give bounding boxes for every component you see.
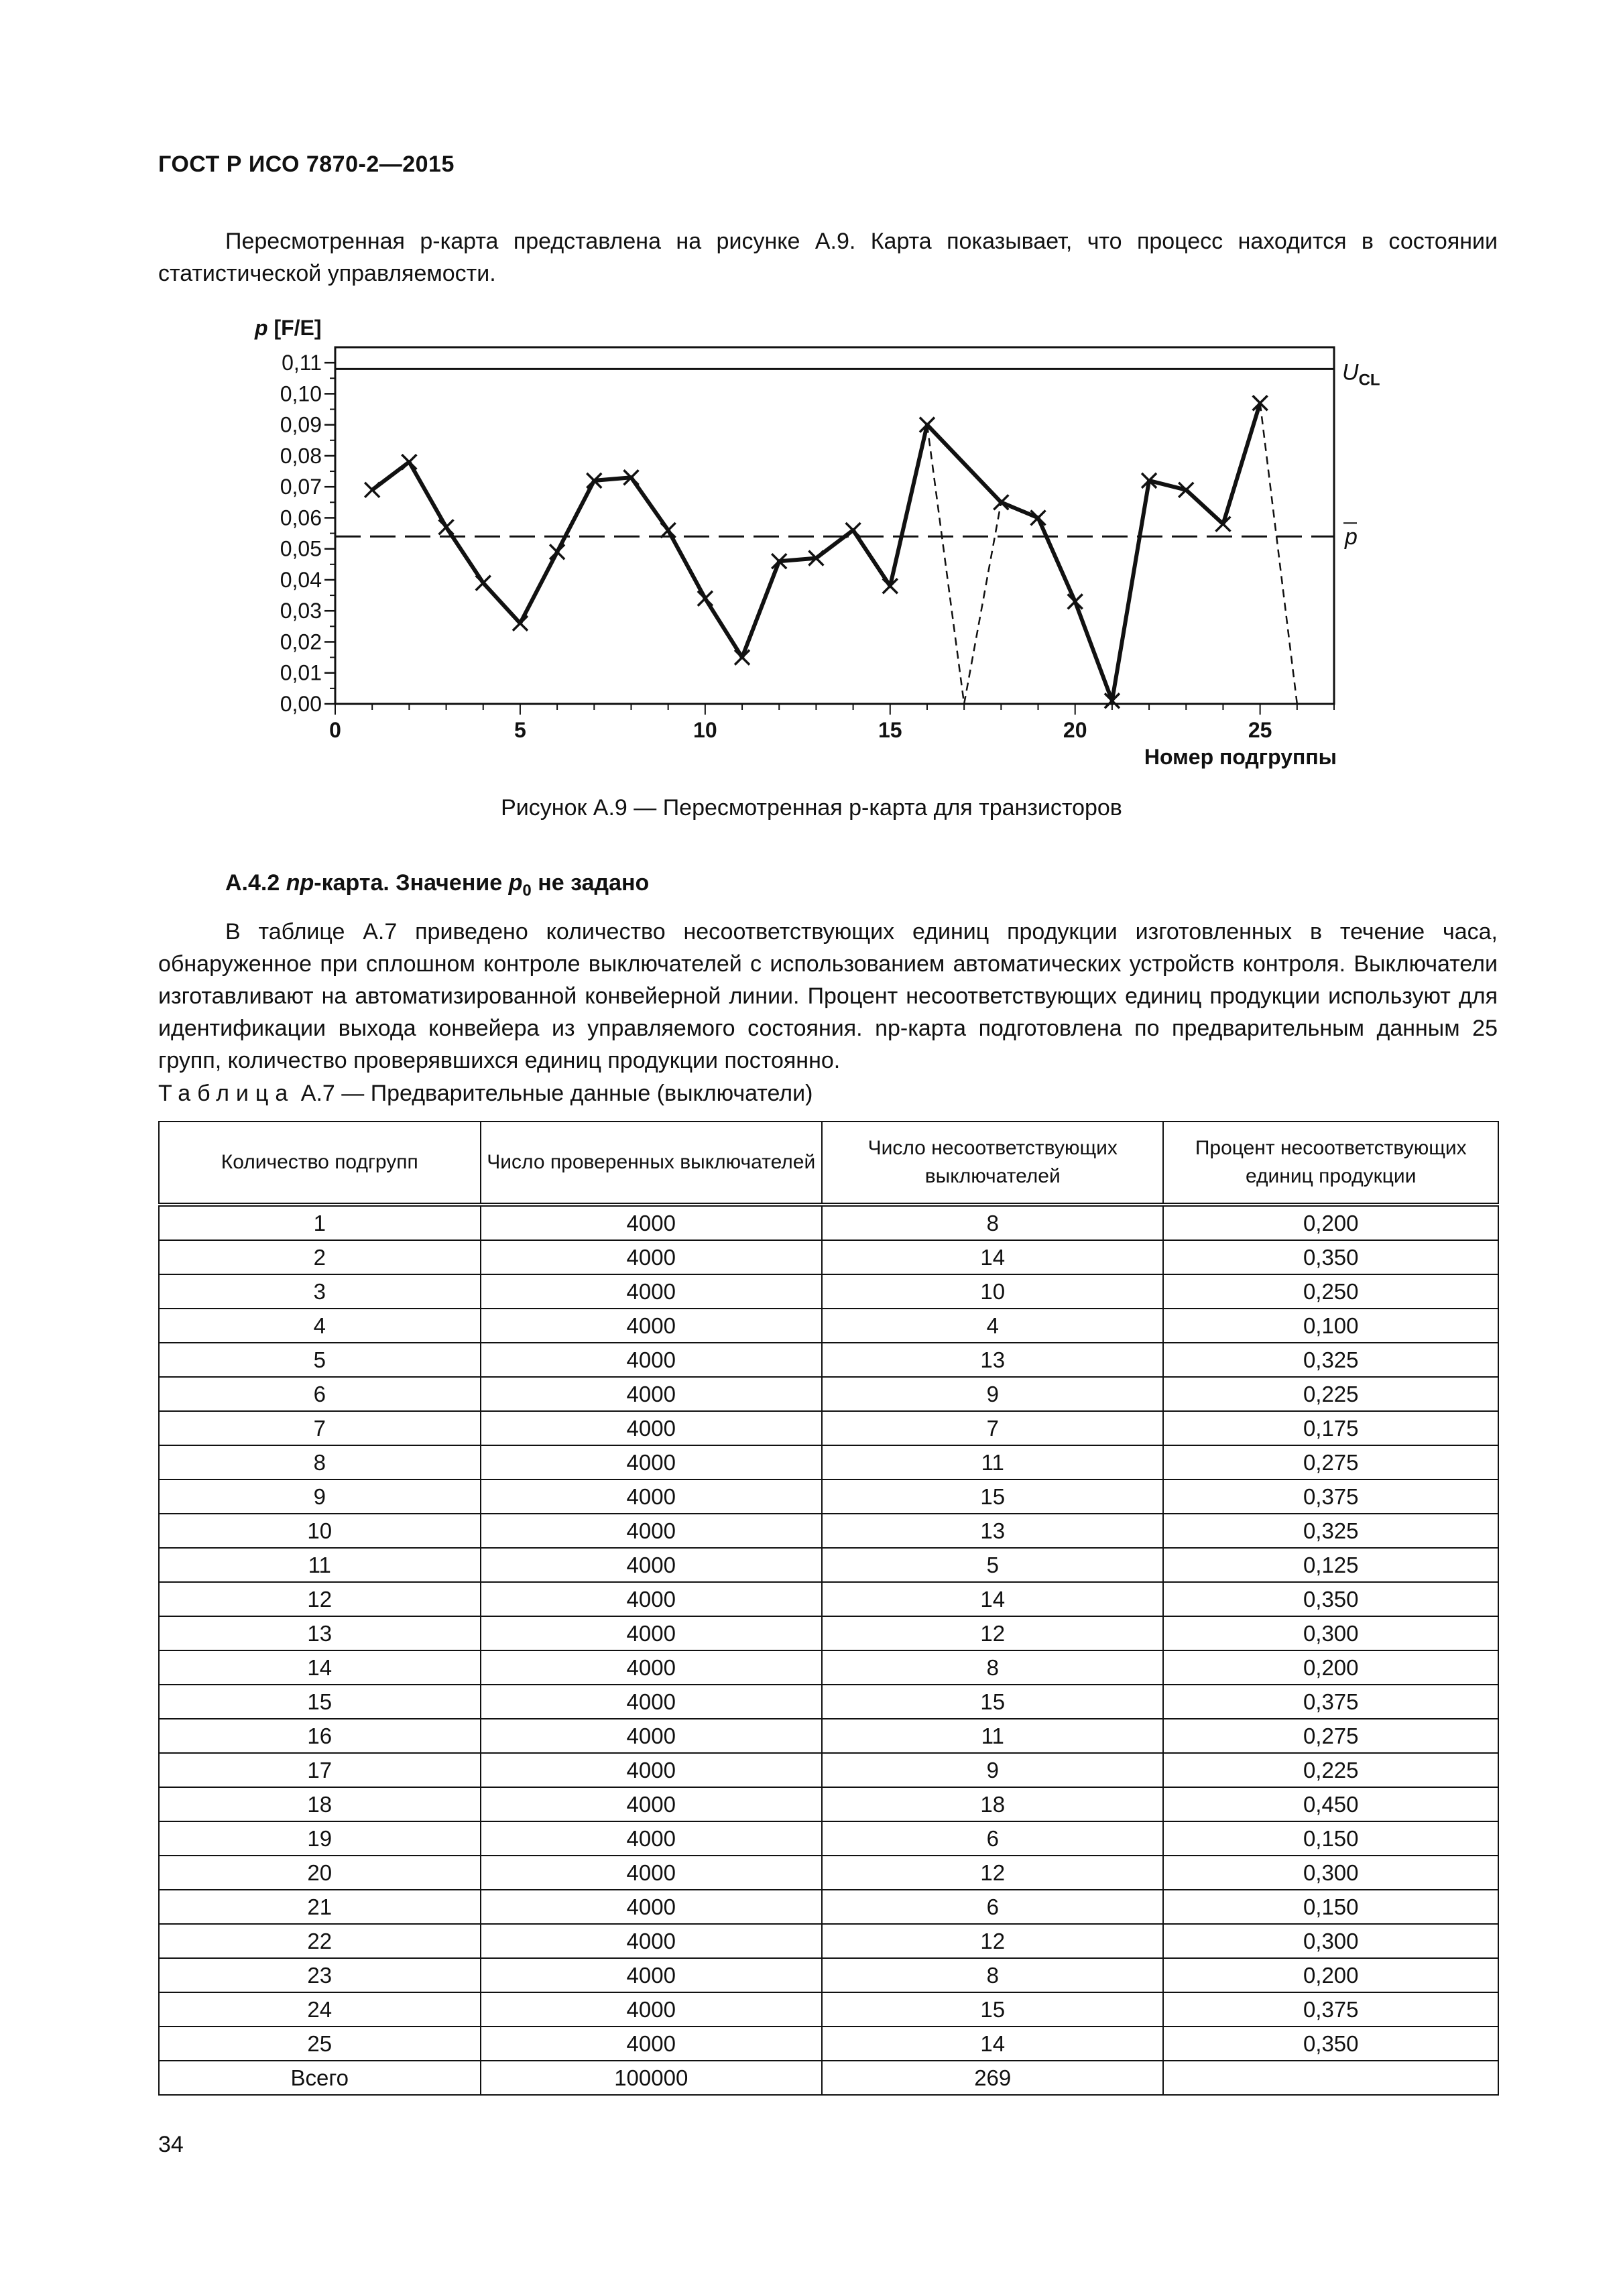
data-point xyxy=(365,483,379,497)
table-row xyxy=(159,1411,1498,1445)
table-cell: 0,300 xyxy=(1163,1616,1498,1650)
y-tick-label: 0,07 xyxy=(280,475,322,499)
y-tick-label: 0,04 xyxy=(280,567,322,592)
column-header: Число проверенных выключателей xyxy=(481,1122,822,1205)
table-header-row xyxy=(159,1122,1498,1205)
table-cell: 15 xyxy=(822,1685,1163,1719)
table-cell: 9 xyxy=(159,1479,481,1514)
p-chart xyxy=(241,308,1394,791)
table-cell: 10 xyxy=(822,1274,1163,1309)
table-cell: 0,350 xyxy=(1163,2027,1498,2061)
data-point xyxy=(439,520,454,534)
y-tick-label: 0,03 xyxy=(280,599,322,623)
table-cell: 18 xyxy=(159,1787,481,1821)
table-row xyxy=(159,1309,1498,1343)
table-cell: 4000 xyxy=(481,1821,822,1856)
y-tick-label: 0,08 xyxy=(280,443,322,468)
intro-text: Пересмотренная р-карта представлена на рисунке А.9. Карта показывает, что процесс находится в состоянии статистической управляемости. xyxy=(158,229,1498,286)
table-cell: 14 xyxy=(822,1582,1163,1616)
table-cell: 0,375 xyxy=(1163,1992,1498,2027)
y-axis-label: p [F/E] xyxy=(255,316,322,340)
table-cell: 21 xyxy=(159,1890,481,1924)
table-title xyxy=(158,1081,813,1107)
data-point xyxy=(513,616,528,631)
x-tick-label: 0 xyxy=(329,718,341,742)
table-cell: 13 xyxy=(822,1343,1163,1377)
table-cell: 17 xyxy=(159,1753,481,1787)
column-header: Число несоответствующих выключателей xyxy=(822,1122,1163,1205)
table-row xyxy=(159,1274,1498,1309)
y-tick-label: 0,05 xyxy=(280,536,322,561)
table-cell: 4 xyxy=(159,1309,481,1343)
table-cell: 9 xyxy=(822,1753,1163,1787)
table-cell: 0,350 xyxy=(1163,1240,1498,1274)
table-cell: 6 xyxy=(822,1821,1163,1856)
data-table xyxy=(158,1121,1499,2096)
table-cell: 0,200 xyxy=(1163,1650,1498,1685)
series-line xyxy=(372,403,1260,701)
table-row xyxy=(159,2027,1498,2061)
table-cell: 4000 xyxy=(481,1309,822,1343)
table-cell: 4000 xyxy=(481,1411,822,1445)
table-cell: 5 xyxy=(822,1548,1163,1582)
y-tick-label: 0,06 xyxy=(280,505,322,530)
plot-frame xyxy=(335,347,1334,704)
table-row xyxy=(159,1343,1498,1377)
table-row xyxy=(159,1821,1498,1856)
table-row xyxy=(159,1856,1498,1890)
x-tick-label: 5 xyxy=(514,718,526,742)
table-cell: 13 xyxy=(822,1514,1163,1548)
data-point xyxy=(550,544,564,559)
table-cell: 1 xyxy=(159,1205,481,1240)
table-cell: 4000 xyxy=(481,1514,822,1548)
table-cell: 8 xyxy=(822,1958,1163,1992)
y-tick-label: 0,01 xyxy=(280,660,322,685)
y-tick-label: 0,09 xyxy=(280,412,322,437)
table-cell: 14 xyxy=(822,2027,1163,2061)
table-cell: 0,175 xyxy=(1163,1411,1498,1445)
x-axis-label: Номер подгруппы xyxy=(1144,745,1337,769)
table-cell: 0,325 xyxy=(1163,1514,1498,1548)
table-cell: 0,225 xyxy=(1163,1377,1498,1411)
ucl-label: $U_{CL}$ xyxy=(1342,359,1380,389)
table-cell: 4000 xyxy=(481,1753,822,1787)
section-title: А.4.2 np-карта. Значение $p_0$ не задано xyxy=(225,870,650,900)
table-cell: 4000 xyxy=(481,1343,822,1377)
table-row xyxy=(159,1240,1498,1274)
table-cell: 0,325 xyxy=(1163,1343,1498,1377)
table-row xyxy=(159,1753,1498,1787)
table-row xyxy=(159,1377,1498,1411)
table-cell: 0,375 xyxy=(1163,1685,1498,1719)
table-cell: 4000 xyxy=(481,2027,822,2061)
table-cell: 4000 xyxy=(481,1992,822,2027)
table-cell: 4000 xyxy=(481,1479,822,1514)
x-tick-label: 25 xyxy=(1248,718,1272,742)
y-tick-label: 0,02 xyxy=(280,629,322,654)
table-cell: 2 xyxy=(159,1240,481,1274)
table-cell: 13 xyxy=(159,1616,481,1650)
table-cell: 0,350 xyxy=(1163,1582,1498,1616)
table-row xyxy=(159,1205,1498,1240)
table-cell: 0,450 xyxy=(1163,1787,1498,1821)
excluded-series-line xyxy=(1260,403,1297,704)
table-cell: 10 xyxy=(159,1514,481,1548)
table-cell: 4000 xyxy=(481,1616,822,1650)
table-cell: 8 xyxy=(159,1445,481,1479)
data-point xyxy=(661,523,676,538)
table-cell: 0,375 xyxy=(1163,1479,1498,1514)
table-cell: 12 xyxy=(822,1924,1163,1958)
table-cell: 0,300 xyxy=(1163,1924,1498,1958)
table-cell: 4000 xyxy=(481,1274,822,1309)
table-cell: 7 xyxy=(159,1411,481,1445)
table-cell: 11 xyxy=(822,1445,1163,1479)
table-cell: 23 xyxy=(159,1958,481,1992)
table-cell: 15 xyxy=(159,1685,481,1719)
table-cell: 14 xyxy=(159,1650,481,1685)
table-cell: 0,300 xyxy=(1163,1856,1498,1890)
table-cell: 9 xyxy=(822,1377,1163,1411)
column-header: Процент несоответствующих единиц продукции xyxy=(1163,1122,1498,1205)
table-cell: 269 xyxy=(822,2061,1163,2095)
x-tick-label: 20 xyxy=(1063,718,1087,742)
y-tick-label: 0,11 xyxy=(282,351,322,375)
table-cell: 0,150 xyxy=(1163,1890,1498,1924)
table-row xyxy=(159,1685,1498,1719)
table-row xyxy=(159,1650,1498,1685)
table-cell: 12 xyxy=(159,1582,481,1616)
table-cell: 4000 xyxy=(481,1719,822,1753)
table-cell: 19 xyxy=(159,1821,481,1856)
table-row xyxy=(159,1445,1498,1479)
data-point xyxy=(846,523,861,538)
table-cell: 4000 xyxy=(481,1582,822,1616)
table-row xyxy=(159,2061,1498,2095)
table-row xyxy=(159,1924,1498,1958)
table-cell: 8 xyxy=(822,1650,1163,1685)
table-cell: 12 xyxy=(822,1856,1163,1890)
table-cell: 100000 xyxy=(481,2061,822,2095)
table-row xyxy=(159,1719,1498,1753)
table-title-prefix: Таблица xyxy=(158,1081,295,1106)
table-cell: 0,200 xyxy=(1163,1205,1498,1240)
data-point xyxy=(698,591,713,606)
table-cell: 5 xyxy=(159,1343,481,1377)
table-cell: 4000 xyxy=(481,1856,822,1890)
table-cell: 15 xyxy=(822,1992,1163,2027)
table-cell: 4000 xyxy=(481,1890,822,1924)
table-cell: 16 xyxy=(159,1719,481,1753)
table-cell: 7 xyxy=(822,1411,1163,1445)
y-tick-label: 0,10 xyxy=(280,381,322,406)
table-cell: 14 xyxy=(822,1240,1163,1274)
table-cell xyxy=(1163,2061,1498,2095)
table-cell: 4000 xyxy=(481,1685,822,1719)
table-cell: 0,100 xyxy=(1163,1309,1498,1343)
table-cell: 3 xyxy=(159,1274,481,1309)
table-cell: 6 xyxy=(822,1890,1163,1924)
intro-paragraph xyxy=(158,225,1498,290)
table-row xyxy=(159,1787,1498,1821)
table-cell: 4000 xyxy=(481,1924,822,1958)
table-cell: 0,275 xyxy=(1163,1445,1498,1479)
figure-caption: Рисунок А.9 — Пересмотренная р-карта для транзисторов xyxy=(501,795,1122,821)
column-header: Количество подгрупп xyxy=(159,1122,481,1205)
table-cell: 24 xyxy=(159,1992,481,2027)
table-cell: 0,275 xyxy=(1163,1719,1498,1753)
page-number: 34 xyxy=(158,2132,184,2157)
mean-label: p xyxy=(1345,524,1358,550)
table-cell: Всего xyxy=(159,2061,481,2095)
data-point xyxy=(402,455,416,469)
x-tick-label: 15 xyxy=(878,718,902,742)
table-cell: 0,250 xyxy=(1163,1274,1498,1309)
table-cell: 4 xyxy=(822,1309,1163,1343)
table-cell: 4000 xyxy=(481,1958,822,1992)
table-cell: 0,225 xyxy=(1163,1753,1498,1787)
table-cell: 15 xyxy=(822,1479,1163,1514)
table-row xyxy=(159,1479,1498,1514)
table-cell: 4000 xyxy=(481,1445,822,1479)
body-paragraph xyxy=(158,916,1498,1077)
table-cell: 6 xyxy=(159,1377,481,1411)
table-cell: 4000 xyxy=(481,1650,822,1685)
body-text: В таблице А.7 приведено количество несоответствующих единиц продукции изготовленных в течение часа, обнаруженное при сплошном контроле выключателей с использованием автоматических устройств контроля. Выключатели изготавливают на автоматизированной конвейерной линии. Процент несоответствующих единиц продукции используют для идентификации выхода конвейера из управляемого состояния. np-карта подготовлена по предварительным данным 25 групп, количество проверявшихся единиц продукции постоянно. xyxy=(158,919,1498,1073)
table-cell: 8 xyxy=(822,1205,1163,1240)
table-title-text: А.7 — Предварительные данные (выключатели) xyxy=(300,1081,813,1106)
table-cell: 4000 xyxy=(481,1205,822,1240)
table-cell: 20 xyxy=(159,1856,481,1890)
table-cell: 4000 xyxy=(481,1377,822,1411)
table-cell: 0,200 xyxy=(1163,1958,1498,1992)
table-row xyxy=(159,1514,1498,1548)
table-cell: 11 xyxy=(159,1548,481,1582)
table-row xyxy=(159,1548,1498,1582)
table-row xyxy=(159,1890,1498,1924)
x-tick-label: 10 xyxy=(693,718,717,742)
table-cell: 11 xyxy=(822,1719,1163,1753)
data-point xyxy=(476,576,491,591)
document-header: ГОСТ Р ИСО 7870-2—2015 xyxy=(158,152,455,177)
table-row xyxy=(159,1992,1498,2027)
table-row xyxy=(159,1582,1498,1616)
table-cell: 25 xyxy=(159,2027,481,2061)
table-cell: 0,125 xyxy=(1163,1548,1498,1582)
table-cell: 4000 xyxy=(481,1787,822,1821)
y-tick-label: 0,00 xyxy=(280,692,322,716)
table-row xyxy=(159,1616,1498,1650)
table-cell: 4000 xyxy=(481,1548,822,1582)
table-cell: 12 xyxy=(822,1616,1163,1650)
excluded-series-line xyxy=(927,425,1001,704)
table-cell: 4000 xyxy=(481,1240,822,1274)
table-cell: 22 xyxy=(159,1924,481,1958)
table-row xyxy=(159,1958,1498,1992)
table-cell: 18 xyxy=(822,1787,1163,1821)
table-cell: 0,150 xyxy=(1163,1821,1498,1856)
